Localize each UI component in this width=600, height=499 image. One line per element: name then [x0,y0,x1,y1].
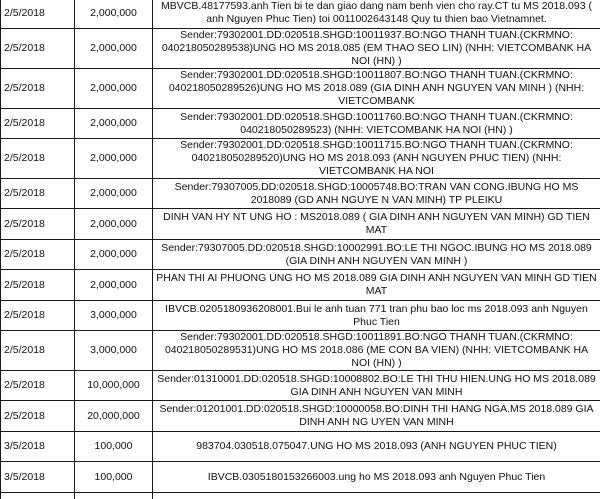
table-row [1,0,600,29]
date-cell[interactable]: 3/5/2018 [1,462,75,493]
description-cell[interactable]: DINH VAN HY NT UNG HO : MS2018.089 ( GIA DINH ANH NGUYEN VAN MINH) GD TIEN MAT [153,209,600,240]
date-cell[interactable]: 2/5/2018 [1,29,75,69]
description-cell[interactable]: IBVCB.0205180936208001.Bui le anh tuan 771 tran phu bao loc ms 2018.093 anh Nguyen Phuc Tien [153,301,600,331]
table-row [1,401,600,432]
table-row [1,139,600,179]
description-cell[interactable]: Sender:79302001.DD:020518.SHGD:10011760.BO:NGO THANH TUAN.(CKRMNO: 040218050289523) (NHH: VIETCOMBANK HA NOI (HN) ) [153,109,600,139]
table-row [1,179,600,209]
date-cell[interactable]: 2/5/2018 [1,69,75,109]
table-row [1,331,600,371]
amount-cell[interactable]: 2,000,000 [75,139,153,179]
amount-cell[interactable]: 2,000,000 [75,179,153,209]
table-row [1,462,600,493]
date-cell[interactable]: 3/5/2018 [1,432,75,462]
date-cell[interactable]: 2/5/2018 [1,209,75,240]
date-cell[interactable]: 2/5/2018 [1,0,75,29]
date-cell[interactable]: 2/5/2018 [1,331,75,371]
table-row [1,109,600,139]
table-row [1,270,600,301]
amount-cell[interactable]: 2,000,000 [75,29,153,69]
date-cell[interactable]: 2/5/2018 [1,301,75,331]
description-cell[interactable]: Sender:79307005.DD:020518.SHGD:10002991.BO:LE THI NGOC.IBUNG HO MS 2018.089 (GIA DINH ANH NGUYEN VAN MINH ) [153,240,600,270]
amount-cell[interactable]: 2,000,000 [75,209,153,240]
amount-cell[interactable]: 2,000,000 [75,270,153,301]
table-row [1,29,600,69]
description-cell[interactable]: Sender:01201001.DD:020518.SHGD:10000058.BO:DINH THI HANG NGA.MS 2018.089 GIA DINH ANH NG UYEN VAN MINH [153,401,600,432]
date-cell[interactable]: 2/5/2018 [1,371,75,401]
description-cell[interactable]: Sender:79307005.DD:020518.SHGD:10005748.BO:TRAN VAN CONG.IBUNG HO MS 2018089 (GD ANH NGUYE N VAN MINH) TP PLEIKU [153,179,600,209]
date-cell[interactable]: 2/5/2018 [1,139,75,179]
date-cell[interactable]: 2/5/2018 [1,109,75,139]
amount-cell[interactable]: 100,000 [75,432,153,462]
amount-cell[interactable] [75,493,153,499]
amount-cell[interactable]: 2,000,000 [75,0,153,29]
date-cell[interactable]: 2/5/2018 [1,179,75,209]
table-row [1,432,600,462]
date-cell[interactable]: 2/5/2018 [1,401,75,432]
amount-cell[interactable]: 3,000,000 [75,301,153,331]
table-row [1,240,600,270]
description-cell[interactable]: 983704.030518.075047.UNG HO MS 2018.093 (ANH NGUYEN PHUC TIEN) [153,432,600,462]
table-row [1,209,600,240]
table-row [1,371,600,401]
date-cell[interactable] [1,493,75,499]
date-cell[interactable]: 2/5/2018 [1,270,75,301]
amount-cell[interactable]: 10,000,000 [75,371,153,401]
description-cell[interactable]: IBVCB.0305180153266003.ung ho MS 2018.093 anh Nguyen Phuc Tien [153,462,600,493]
description-cell[interactable]: Sender:79302001.DD:020518.SHGD:10011937.BO:NGO THANH TUAN.(CKRMNO: 040218050289538)UNG HO MS 2018.085 (EM THAO SEO LIN) (NHH: VIETCOMBANK HA NOI (HN) ) [153,29,600,69]
table-row [1,69,600,109]
amount-cell[interactable]: 3,000,000 [75,331,153,371]
description-cell[interactable] [153,493,600,499]
date-cell[interactable]: 2/5/2018 [1,240,75,270]
amount-cell[interactable]: 2,000,000 [75,69,153,109]
amount-cell[interactable]: 2,000,000 [75,240,153,270]
table-row [1,301,600,331]
description-cell[interactable]: Sender:79302001.DD:020518.SHGD:10011715.BO:NGO THANH TUAN.(CKRMNO: 040218050289520)UNG HO MS 2018.093 (ANH NGUYEN PHUC TIEN) (NHH: VIETCOMBANK HA NOI [153,139,600,179]
amount-cell[interactable]: 100,000 [75,462,153,493]
amount-cell[interactable]: 20,000,000 [75,401,153,432]
amount-cell[interactable]: 2,000,000 [75,109,153,139]
description-cell[interactable]: PHAN THI AI PHUONG UNG HO MS 2018.089 GIA DINH ANH NGUYEN VAN MINH GD TIEN MAT [153,270,600,301]
description-cell[interactable]: Sender:79302001.DD:020518.SHGD:10011891.BO:NGO THANH TUAN.(CKRMNO: 040218050289531)UNG HO MS 2018.086 (ME CON BA VIEN) (NHH: VIETCOMBANK HA NOI (HN) ) [153,331,600,371]
description-cell[interactable]: Sender:79302001.DD:020518.SHGD:10011807.BO:NGO THANH TUAN.(CKRMNO: 040218050289526)UNG HO MS 2018.089 (GIA DINH ANH NGUYEN VAN MINH ) (NHH: VIETCOMBANK [153,69,600,109]
table-row [1,493,600,499]
description-cell[interactable]: Sender:01310001.DD:020518.SHGD:10008802.BO:LE THI THU HIEN.UNG HO MS 2018.089 GIA DINH ANH NGUYEN VAN MINH [153,371,600,401]
description-cell[interactable]: MBVCB.48177593.anh Tien bi te dan giao dang nam benh vien cho ray.CT tu MS 2018.093 ( anh Nguyen Phuc Tien) toi 0011002643148 Quy tu thien bao Vietnamnet. [153,0,600,29]
